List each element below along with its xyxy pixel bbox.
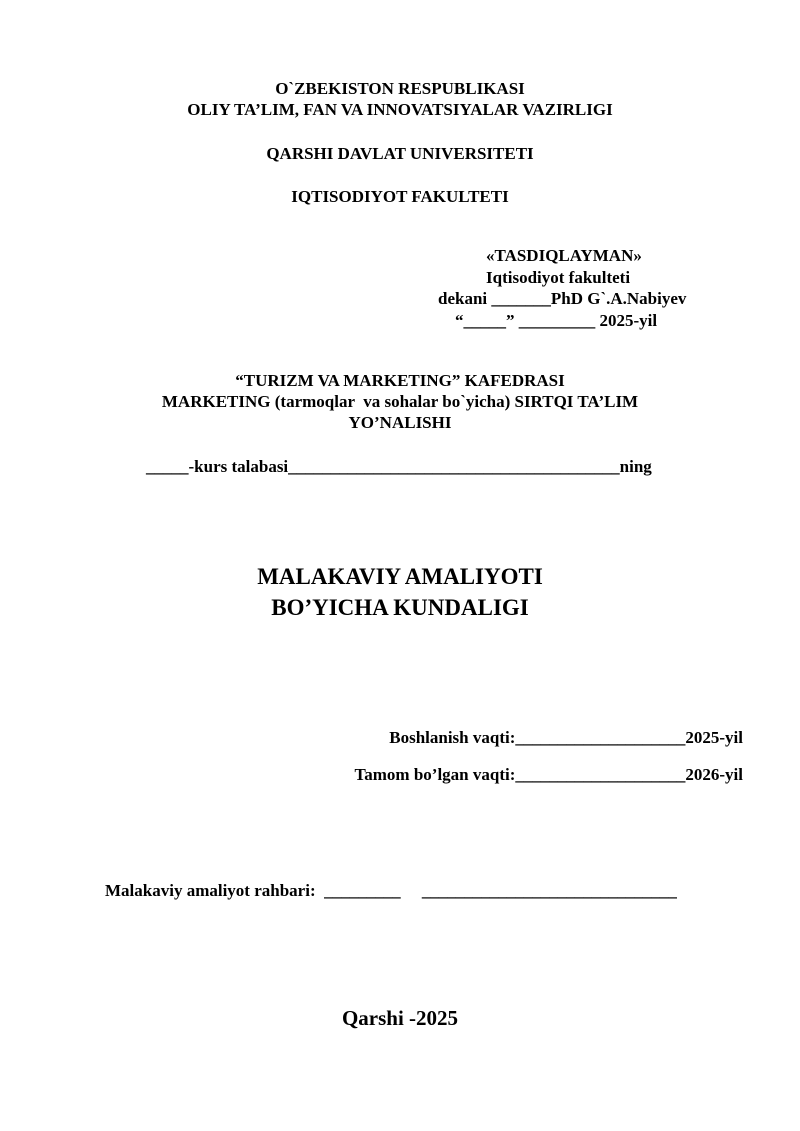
republic-heading: O`ZBEKISTON RESPUBLIKASI bbox=[275, 79, 525, 98]
approval-faculty: Iqtisodiyot fakulteti bbox=[486, 268, 631, 287]
ministry-heading: OLIY TA’LIM, FAN VA INNOVATSIYALAR VAZIRLIGI bbox=[187, 100, 613, 119]
supervisor-line: Malakaviy amaliyot rahbari: _________ ______________________________ bbox=[105, 881, 677, 900]
document-title-line2: BO’YICHA KUNDALIGI bbox=[271, 595, 529, 620]
department-heading: “TURIZM VA MARKETING” KAFEDRASI bbox=[235, 371, 565, 390]
start-date-line: Boshlanish vaqti:____________________2025-yil bbox=[389, 728, 743, 747]
faculty-heading: IQTISODIYOT FAKULTETI bbox=[291, 187, 509, 206]
footer-city-year: Qarshi -2025 bbox=[341, 1006, 459, 1030]
approval-title: «TASDIQLAYMAN» bbox=[486, 246, 642, 265]
approval-dean: dekani _______PhD G`.A.Nabiyev bbox=[438, 289, 687, 308]
student-line: _____-kurs talabasi_______________________________________ning bbox=[146, 457, 652, 476]
end-date-line: Tamom bo’lgan vaqti:____________________2026-yil bbox=[354, 765, 743, 784]
program-heading: MARKETING (tarmoqlar va sohalar bo`yicha) SIRTQI TA’LIM bbox=[161, 392, 639, 411]
university-heading: QARSHI DAVLAT UNIVERSITETI bbox=[266, 144, 534, 163]
approval-date: “_____” _________ 2025-yil bbox=[455, 311, 658, 330]
document-title-line1: MALAKAVIY AMALIYOTI bbox=[257, 564, 543, 589]
program-heading-cont: YO’NALISHI bbox=[348, 413, 452, 432]
